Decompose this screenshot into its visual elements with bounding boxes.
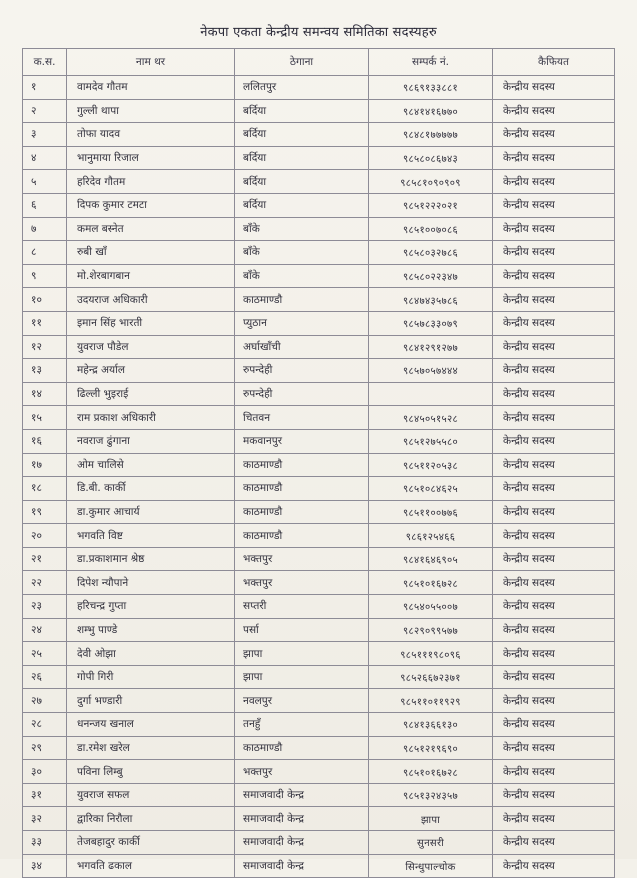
member-name: रुबी खाँ — [67, 241, 235, 265]
table-row — [23, 99, 615, 123]
table-header-row — [23, 49, 615, 76]
member-address: पर्सा — [235, 618, 369, 642]
row-serial-number: ६ — [23, 193, 67, 217]
member-phone: ९८५१०८४६२५ — [369, 477, 493, 501]
member-remarks: केन्द्रीय सदस्य — [493, 170, 615, 194]
row-serial-number: १० — [23, 288, 67, 312]
member-name: ओम चालिसे — [67, 453, 235, 477]
table-row — [23, 382, 615, 406]
table-row — [23, 571, 615, 595]
table-row — [23, 311, 615, 335]
row-serial-number: २२ — [23, 571, 67, 595]
row-serial-number: २५ — [23, 642, 67, 666]
member-address: बाँके — [235, 264, 369, 288]
member-remarks: केन्द्रीय सदस्य — [493, 311, 615, 335]
member-remarks: केन्द्रीय सदस्य — [493, 335, 615, 359]
member-phone: ९८४१६४६९०५ — [369, 547, 493, 571]
member-remarks: केन्द्रीय सदस्य — [493, 736, 615, 760]
member-address: झापा — [235, 665, 369, 689]
table-row — [23, 217, 615, 241]
member-remarks: केन्द्रीय सदस्य — [493, 618, 615, 642]
row-serial-number: ४ — [23, 146, 67, 170]
member-address: काठमाण्डौ — [235, 453, 369, 477]
table-row — [23, 264, 615, 288]
member-name: युवराज सफल — [67, 783, 235, 807]
row-serial-number: ३४ — [23, 854, 67, 878]
member-remarks: केन्द्रीय सदस्य — [493, 689, 615, 713]
table-row — [23, 406, 615, 430]
table-row — [23, 477, 615, 501]
member-phone: ९८५८०२२३४७ — [369, 264, 493, 288]
member-name: डा.रमेश खरेल — [67, 736, 235, 760]
row-serial-number: २७ — [23, 689, 67, 713]
table-row — [23, 170, 615, 194]
header-name: नाम थर — [67, 49, 235, 76]
member-phone: ९८४८१७७७७७ — [369, 123, 493, 147]
member-address: समाजवादी केन्द्र — [235, 831, 369, 855]
member-address: बर्दिया — [235, 146, 369, 170]
member-phone: ९८५१२२२०२१ — [369, 193, 493, 217]
member-phone: ९८५१०१६७२८ — [369, 571, 493, 595]
table-row — [23, 689, 615, 713]
row-serial-number: १९ — [23, 500, 67, 524]
member-address: बर्दिया — [235, 170, 369, 194]
member-address: काठमाण्डौ — [235, 736, 369, 760]
row-serial-number: १७ — [23, 453, 67, 477]
member-remarks: केन्द्रीय सदस्य — [493, 854, 615, 878]
member-phone: ९८६१२५४६६ — [369, 524, 493, 548]
member-name: डा.प्रकाशमान श्रेष्ठ — [67, 547, 235, 571]
member-name: धनन्जय खनाल — [67, 713, 235, 737]
member-phone: ९८४५०५१५२८ — [369, 406, 493, 430]
member-phone: ९८५८०३२७८६ — [369, 241, 493, 265]
member-remarks: केन्द्रीय सदस्य — [493, 665, 615, 689]
table-row — [23, 288, 615, 312]
member-remarks: केन्द्रीय सदस्य — [493, 547, 615, 571]
members-table — [22, 48, 615, 878]
member-remarks: केन्द्रीय सदस्य — [493, 288, 615, 312]
table-row — [23, 146, 615, 170]
header-address: ठेगाना — [235, 49, 369, 76]
member-address: नवलपुर — [235, 689, 369, 713]
member-remarks: केन्द्रीय सदस्य — [493, 760, 615, 784]
member-address: बर्दिया — [235, 193, 369, 217]
member-address: ललितपुर — [235, 76, 369, 100]
member-name: नवराज ढुंगाना — [67, 429, 235, 453]
member-phone: ९८५१०१६७२८ — [369, 760, 493, 784]
table-row — [23, 123, 615, 147]
member-remarks: केन्द्रीय सदस्य — [493, 453, 615, 477]
member-name: मो.शेरबागबान — [67, 264, 235, 288]
member-address: बर्दिया — [235, 123, 369, 147]
member-address: भक्तपुर — [235, 760, 369, 784]
member-phone: झापा — [369, 807, 493, 831]
member-name: देवी ओझा — [67, 642, 235, 666]
table-row — [23, 335, 615, 359]
member-name: महेन्द्र अर्याल — [67, 359, 235, 383]
member-phone: ९८५४०५५००७ — [369, 595, 493, 619]
row-serial-number: ३० — [23, 760, 67, 784]
member-phone: ९८२९०९९५७७ — [369, 618, 493, 642]
member-phone — [369, 382, 493, 406]
member-remarks: केन्द्रीय सदस्य — [493, 477, 615, 501]
row-serial-number: ९ — [23, 264, 67, 288]
table-body — [23, 76, 615, 878]
member-name: डि.बी. कार्की — [67, 477, 235, 501]
row-serial-number: २० — [23, 524, 67, 548]
row-serial-number: ८ — [23, 241, 67, 265]
member-name: कमल बस्नेत — [67, 217, 235, 241]
member-remarks: केन्द्रीय सदस्य — [493, 217, 615, 241]
member-name: तेजबहादुर कार्की — [67, 831, 235, 855]
row-serial-number: २३ — [23, 595, 67, 619]
member-remarks: केन्द्रीय सदस्य — [493, 642, 615, 666]
member-phone: ९८५११०११९२९ — [369, 689, 493, 713]
row-serial-number: १८ — [23, 477, 67, 501]
member-name: शम्भु पाण्डे — [67, 618, 235, 642]
table-row — [23, 524, 615, 548]
member-name: दिपेश न्यौपाने — [67, 571, 235, 595]
member-address: तनहुँ — [235, 713, 369, 737]
member-address: काठमाण्डौ — [235, 500, 369, 524]
member-phone: ९८५११००७७६ — [369, 500, 493, 524]
member-name: हरिदेव गौतम — [67, 170, 235, 194]
member-address: समाजवादी केन्द्र — [235, 854, 369, 878]
table-row — [23, 500, 615, 524]
member-address: सप्तरी — [235, 595, 369, 619]
member-phone: ९८६९१३३८८१ — [369, 76, 493, 100]
row-serial-number: १६ — [23, 429, 67, 453]
row-serial-number: १३ — [23, 359, 67, 383]
member-name: ढिल्ली भुइराई — [67, 382, 235, 406]
member-phone: ९८५१२१९६९० — [369, 736, 493, 760]
member-address: प्युठान — [235, 311, 369, 335]
table-row — [23, 831, 615, 855]
member-phone: ९८५७०५७४४४ — [369, 359, 493, 383]
row-serial-number: १४ — [23, 382, 67, 406]
header-phone: सम्पर्क नं. — [369, 49, 493, 76]
member-address: काठमाण्डौ — [235, 524, 369, 548]
table-row — [23, 713, 615, 737]
member-remarks: केन्द्रीय सदस्य — [493, 76, 615, 100]
member-name: भगवति ढकाल — [67, 854, 235, 878]
member-name: दिपक कुमार टमटा — [67, 193, 235, 217]
row-serial-number: २९ — [23, 736, 67, 760]
member-phone: ९८५१११९८०९६ — [369, 642, 493, 666]
member-name: भगवति विष्ट — [67, 524, 235, 548]
row-serial-number: १ — [23, 76, 67, 100]
table-row — [23, 618, 615, 642]
member-address: भक्तपुर — [235, 547, 369, 571]
table-row — [23, 429, 615, 453]
member-remarks: केन्द्रीय सदस्य — [493, 783, 615, 807]
table-row — [23, 783, 615, 807]
member-phone: ९८५१३२४३५७ — [369, 783, 493, 807]
table-row — [23, 359, 615, 383]
table-row — [23, 760, 615, 784]
member-remarks: केन्द्रीय सदस्य — [493, 99, 615, 123]
header-remarks: कैफियत — [493, 49, 615, 76]
row-serial-number: ७ — [23, 217, 67, 241]
member-address: चितवन — [235, 406, 369, 430]
row-serial-number: २ — [23, 99, 67, 123]
member-name: द्वारिका निरौला — [67, 807, 235, 831]
header-sn: क.स. — [23, 49, 67, 76]
member-name: गुल्ली थापा — [67, 99, 235, 123]
table-row — [23, 854, 615, 878]
member-phone: ९८५८१०९०९०९ — [369, 170, 493, 194]
table-row — [23, 665, 615, 689]
row-serial-number: ३१ — [23, 783, 67, 807]
member-address: बर्दिया — [235, 99, 369, 123]
member-address: मकवानपुर — [235, 429, 369, 453]
row-serial-number: २४ — [23, 618, 67, 642]
table-row — [23, 76, 615, 100]
member-address: बाँके — [235, 241, 369, 265]
member-remarks: केन्द्रीय सदस्य — [493, 500, 615, 524]
member-name: दुर्गा भण्डारी — [67, 689, 235, 713]
member-name: डा.कुमार आचार्य — [67, 500, 235, 524]
table-row — [23, 807, 615, 831]
member-remarks: केन्द्रीय सदस्य — [493, 524, 615, 548]
member-name: तोफा यादव — [67, 123, 235, 147]
member-phone: ९८५७८३३०७९ — [369, 311, 493, 335]
row-serial-number: १५ — [23, 406, 67, 430]
member-phone: ९८४१३६६१३० — [369, 713, 493, 737]
member-address: झापा — [235, 642, 369, 666]
member-address: काठमाण्डौ — [235, 477, 369, 501]
row-serial-number: ३ — [23, 123, 67, 147]
member-phone: सुनसरी — [369, 831, 493, 855]
member-remarks: केन्द्रीय सदस्य — [493, 241, 615, 265]
member-name: उदयराज अधिकारी — [67, 288, 235, 312]
member-phone: ९८५१२७५५८० — [369, 429, 493, 453]
table-row — [23, 241, 615, 265]
row-serial-number: १२ — [23, 335, 67, 359]
member-remarks: केन्द्रीय सदस्य — [493, 382, 615, 406]
member-address: बाँके — [235, 217, 369, 241]
member-remarks: केन्द्रीय सदस्य — [493, 807, 615, 831]
row-serial-number: २१ — [23, 547, 67, 571]
table-row — [23, 453, 615, 477]
table-row — [23, 736, 615, 760]
member-phone: ९८४१२९१२७७ — [369, 335, 493, 359]
table-row — [23, 193, 615, 217]
member-remarks: केन्द्रीय सदस्य — [493, 429, 615, 453]
member-remarks: केन्द्रीय सदस्य — [493, 359, 615, 383]
member-name: गोपी गिरी — [67, 665, 235, 689]
row-serial-number: २६ — [23, 665, 67, 689]
member-remarks: केन्द्रीय सदस्य — [493, 264, 615, 288]
member-address: समाजवादी केन्द्र — [235, 783, 369, 807]
member-remarks: केन्द्रीय सदस्य — [493, 595, 615, 619]
member-address: रुपन्देही — [235, 359, 369, 383]
row-serial-number: ५ — [23, 170, 67, 194]
member-address: रुपन्देही — [235, 382, 369, 406]
member-name: पविना लिम्बु — [67, 760, 235, 784]
row-serial-number: २८ — [23, 713, 67, 737]
member-remarks: केन्द्रीय सदस्य — [493, 571, 615, 595]
member-phone: सिन्धुपाल्चोक — [369, 854, 493, 878]
member-address: समाजवादी केन्द्र — [235, 807, 369, 831]
member-phone: ९८४७४३५७८६ — [369, 288, 493, 312]
member-name: भानुमाया रिजाल — [67, 146, 235, 170]
member-phone: ९८५१००७०८६ — [369, 217, 493, 241]
member-name: हरिचन्द्र गुप्ता — [67, 595, 235, 619]
table-row — [23, 547, 615, 571]
member-name: युवराज पौडेल — [67, 335, 235, 359]
member-address: काठमाण्डौ — [235, 288, 369, 312]
member-remarks: केन्द्रीय सदस्य — [493, 831, 615, 855]
member-address: अर्घाखाँची — [235, 335, 369, 359]
member-remarks: केन्द्रीय सदस्य — [493, 146, 615, 170]
row-serial-number: ३२ — [23, 807, 67, 831]
member-remarks: केन्द्रीय सदस्य — [493, 193, 615, 217]
member-remarks: केन्द्रीय सदस्य — [493, 713, 615, 737]
member-phone: ९८५११२०५३८ — [369, 453, 493, 477]
document-title: नेकपा एकता केन्द्रीय समन्वय समितिका सदस्यहरु — [200, 25, 437, 40]
member-name: इमान सिंह भारती — [67, 311, 235, 335]
table-row — [23, 642, 615, 666]
member-name: वामदेव गौतम — [67, 76, 235, 100]
member-phone: ९८५८०८६७४३ — [369, 146, 493, 170]
member-address: भक्तपुर — [235, 571, 369, 595]
member-remarks: केन्द्रीय सदस्य — [493, 123, 615, 147]
row-serial-number: ११ — [23, 311, 67, 335]
member-remarks: केन्द्रीय सदस्य — [493, 406, 615, 430]
table-row — [23, 595, 615, 619]
member-name: राम प्रकाश अधिकारी — [67, 406, 235, 430]
member-phone: ९८५२६६७२३७१ — [369, 665, 493, 689]
member-phone: ९८४१४१६७७० — [369, 99, 493, 123]
row-serial-number: ३३ — [23, 831, 67, 855]
